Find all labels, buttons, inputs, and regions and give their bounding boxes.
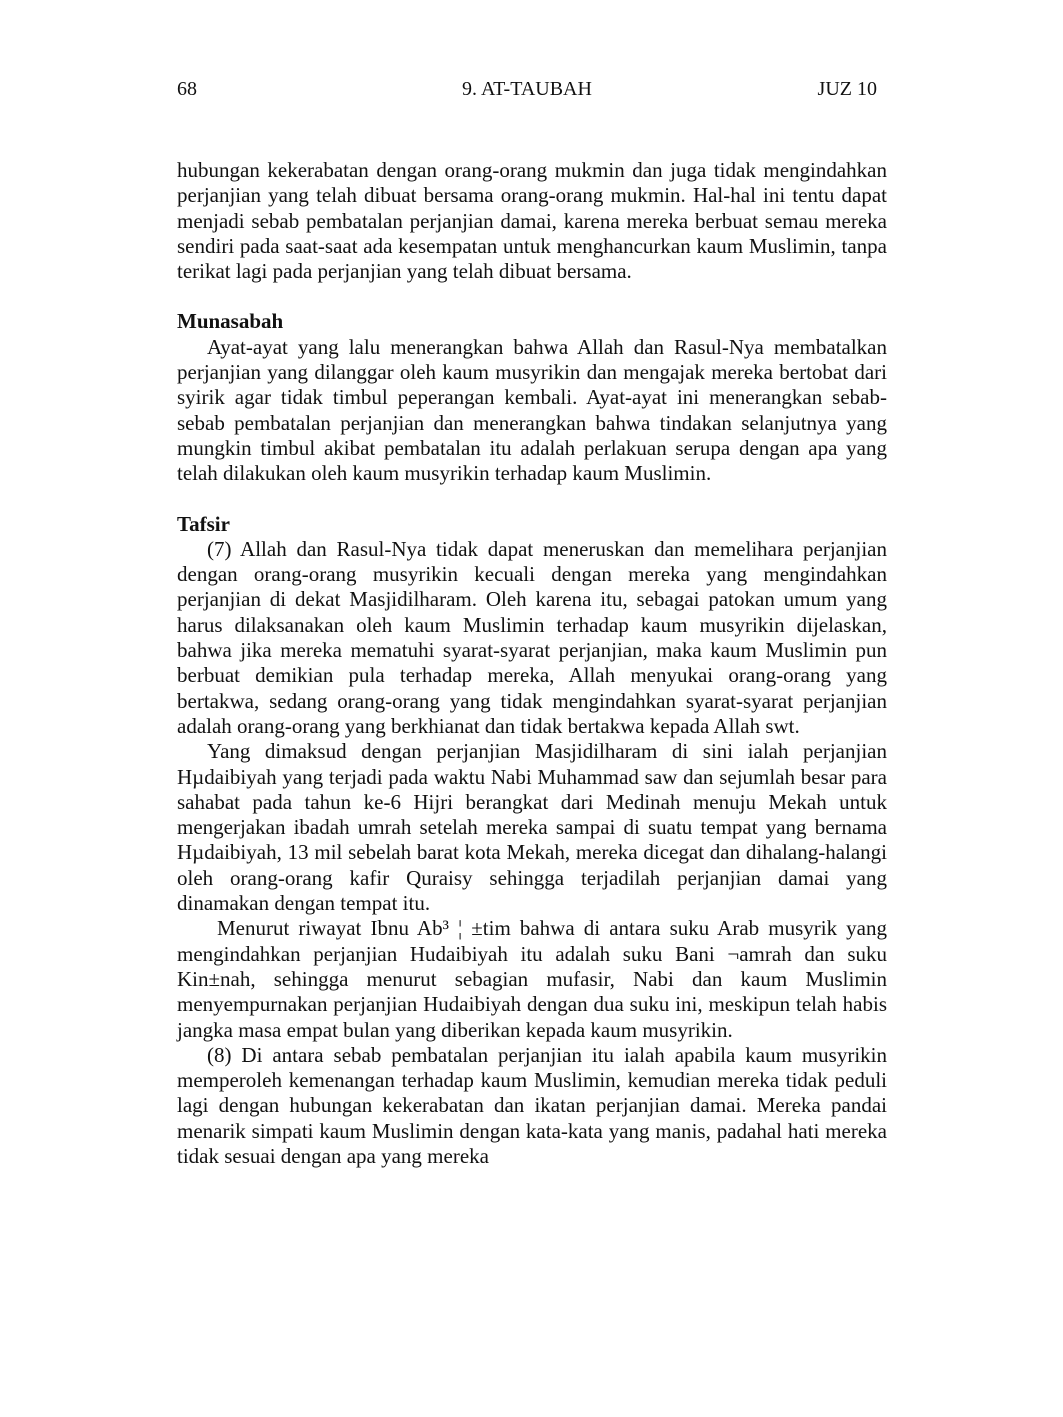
tafsir-heading: Tafsir [177,511,230,536]
body-text [177,158,887,1169]
tafsir-paragraph-verse-8: (8) Di antara sebab pembatalan perjanjian itu ialah apabila kaum musyrikin memperoleh kemenangan terhadap kaum Muslimin, kemudian mereka tidak peduli lagi dengan hubungan kekerabatan dan ikatan perjanjian damai. Mereka pandai menarik simpati kaum Muslimin dengan kata-kata yang manis, padahal hati mereka tidak sesuai dengan apa yang mereka [177,1042,887,1168]
tafsir-paragraph-riwayat: Menurut riwayat Ibnu Ab³ ¦ ±tim bahwa di antara suku Arab musyrik yang mengindahkan perjanjian Hudaibiyah itu adalah suku Bani ¬amrah dan suku Kin±nah, sehingga menurut sebagian mufasir, Nabi dan kaum Muslimin menyempurnakan perjanjian Hudaibiyah dengan dua suku ini, meskipun telah habis jangka masa empat bulan yang diberikan kepada kaum musyrikin. [177,916,887,1042]
munasabah-heading: Munasabah [177,309,284,334]
chapter-title: 9. AT-TAUBAH [462,78,592,100]
intro-paragraph: hubungan kekerabatan dengan orang-orang mukmin dan juga tidak mengindahkan perjanjian yang telah dibuat bersama orang-orang mukmin. Hal-hal ini tentu dapat menjadi sebab pembatalan perjanjian damai, karena mereka berbuat semau mereka sendiri pada saat-saat ada kesempatan untuk menghancurkan kaum Muslimin, tanpa terikat lagi pada perjanjian yang telah dibuat bersama. [177,158,887,284]
munasabah-paragraph: Ayat-ayat yang lalu menerangkan bahwa Allah dan Rasul-Nya membatalkan perjanjian yang dilanggar oleh kaum musyrikin dan mengajak mereka bertobat dari syirik agar tidak timbul peperangan kembali. Ayat-ayat ini menerangkan sebab-sebab pembatalan perjanjian dan menerangkan bahwa tindakan selanjutnya yang mungkin timbul akibat pembatalan itu adalah perlakuan serupa dengan apa yang telah dilakukan oleh kaum musyrikin terhadap kaum Muslimin. [177,334,887,486]
running-header [177,76,877,102]
juz-label: JUZ 10 [817,78,877,100]
tafsir-paragraph-hudaibiyah: Yang dimaksud dengan perjanjian Masjidilharam di sini ialah perjanjian Hµdaibiyah yang terjadi pada waktu Nabi Muhammad saw dan sejumlah besar para sahabat pada tahun ke-6 Hijri berangkat dari Medinah menuju Mekah untuk mengerjakan ibadah umrah setelah mereka sampai di suatu tempat yang bernama Hµdaibiyah, 13 mil sebelah barat kota Mekah, mereka dicegat dan dihalang-halangi oleh orang-orang kafir Quraisy sehingga terjadilah perjanjian damai yang dinamakan dengan tempat itu. [177,739,887,916]
tafsir-paragraph-verse-7: (7) Allah dan Rasul-Nya tidak dapat meneruskan dan memelihara perjanjian dengan orang-orang musyrikin kecuali dengan mereka yang mengindahkan perjanjian di dekat Masjidilharam. Oleh karena itu, sebagai patokan umum yang harus dilaksanakan oleh kaum Muslimin terhadap kaum musyrikin dijelaskan, bahwa jika mereka mematuhi syarat-syarat perjanjian, maka kaum Muslimin pun berbuat demikian pula terhadap mereka, Allah menyukai orang-orang yang bertakwa, sedang orang-orang yang tidak mengindahkan syarat-syarat perjanjian adalah orang-orang yang berkhianat dan tidak bertakwa kepada Allah swt. [177,536,887,738]
page-number: 68 [177,78,197,100]
